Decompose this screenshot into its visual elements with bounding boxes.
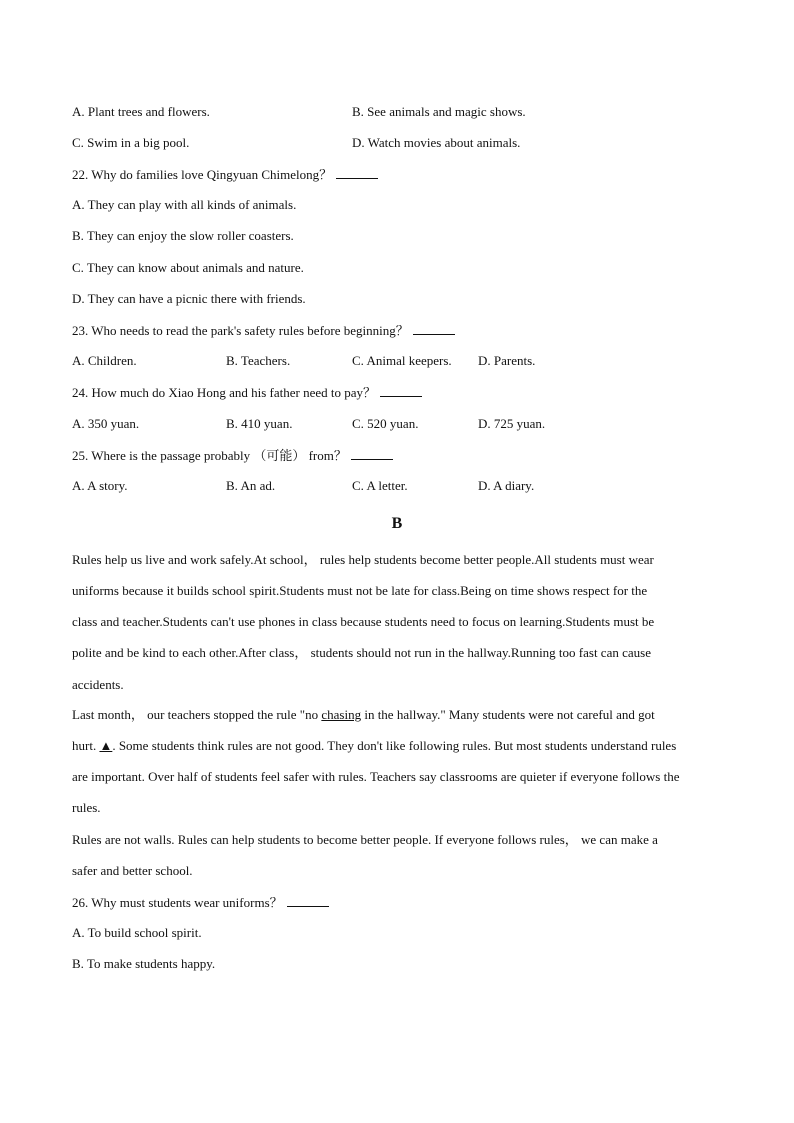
- paragraph-text: Last month， our teachers stopped the rule "no: [72, 707, 322, 722]
- paragraph-line: class and teacher.Students can't use phones in class because students need to focus on learning.Students must be: [72, 614, 655, 629]
- q24-option-b: B. 410 yuan.: [226, 416, 293, 431]
- q22-question-text: 22. Why do families love Qingyuan Chimelong？: [72, 167, 333, 182]
- q23-option-b: B. Teachers.: [226, 353, 291, 368]
- q24-question-text: 24. How much do Xiao Hong and his father need to pay？: [72, 385, 376, 400]
- q24-option-c: C. 520 yuan.: [352, 416, 419, 431]
- q24-option-a: A. 350 yuan.: [72, 416, 140, 431]
- q22-option-a: A. They can play with all kinds of animals.: [72, 197, 297, 212]
- section-heading: B: [391, 515, 403, 532]
- paragraph-line: uniforms because it builds school spirit.Students must not be late for class.Being on time shows respect for the: [72, 583, 648, 598]
- q26-question: [72, 894, 329, 911]
- q21-option-c: C. Swim in a big pool.: [72, 135, 190, 150]
- q22-question: [72, 166, 378, 183]
- q23-option-a: A. Children.: [72, 353, 137, 368]
- q23-option-c: C. Animal keepers.: [352, 353, 452, 368]
- paragraph-line: rules.: [72, 800, 101, 815]
- answer-blank: [351, 447, 393, 460]
- answer-blank: [380, 384, 422, 397]
- q25-option-c: C. A letter.: [352, 478, 408, 493]
- q24-question: [72, 384, 422, 401]
- paragraph-line: Rules are not walls. Rules can help students to become better people. If everyone follows rules， we can make a: [72, 832, 658, 847]
- q26-question-text: 26. Why must students wear uniforms？: [72, 895, 283, 910]
- q26-option-a: A. To build school spirit.: [72, 925, 202, 940]
- answer-blank: [287, 894, 329, 907]
- paragraph-line: polite and be kind to each other.After class， students should not run in the hallway.Running too fast can cause: [72, 645, 651, 660]
- q21-option-d: D. Watch movies about animals.: [352, 135, 521, 150]
- paragraph-line: [72, 707, 655, 723]
- q25-option-b: B. An ad.: [226, 478, 276, 493]
- q23-question: [72, 322, 455, 339]
- q21-option-b: B. See animals and magic shows.: [352, 104, 526, 119]
- q25-question-text: 25. Where is the passage probably （可能） from？: [72, 448, 347, 463]
- underlined-word: chasing: [321, 707, 362, 722]
- paragraph-text: in the hallway." Many students were not careful and got: [361, 707, 655, 722]
- q23-option-d: D. Parents.: [478, 353, 536, 368]
- paragraph-text: hurt.: [72, 738, 100, 753]
- paragraph-line: [72, 738, 676, 754]
- q22-option-c: C. They can know about animals and nature.: [72, 260, 304, 275]
- q23-question-text: 23. Who needs to read the park's safety rules before beginning？: [72, 323, 409, 338]
- q25-question: [72, 447, 393, 464]
- answer-blank: [413, 322, 455, 335]
- paragraph-line: Rules help us live and work safely.At school， rules help students become better people.All students must wear: [72, 552, 654, 567]
- paragraph-line: are important. Over half of students feel safer with rules. Teachers say classrooms are quieter if everyone follows the: [72, 769, 680, 784]
- q25-option-a: A. A story.: [72, 478, 128, 493]
- paragraph-text: . Some students think rules are not good. They don't like following rules. But most students understand rules: [112, 738, 677, 753]
- q22-option-d: D. They can have a picnic there with friends.: [72, 291, 306, 306]
- blank-marker: ▲: [99, 738, 113, 753]
- q24-option-d: D. 725 yuan.: [478, 416, 546, 431]
- paragraph-line: accidents.: [72, 677, 124, 692]
- q22-option-b: B. They can enjoy the slow roller coasters.: [72, 228, 294, 243]
- paragraph-line: safer and better school.: [72, 863, 193, 878]
- answer-blank: [336, 166, 378, 179]
- q26-option-b: B. To make students happy.: [72, 956, 216, 971]
- q21-option-a: A. Plant trees and flowers.: [72, 104, 210, 119]
- q25-option-d: D. A diary.: [478, 478, 535, 493]
